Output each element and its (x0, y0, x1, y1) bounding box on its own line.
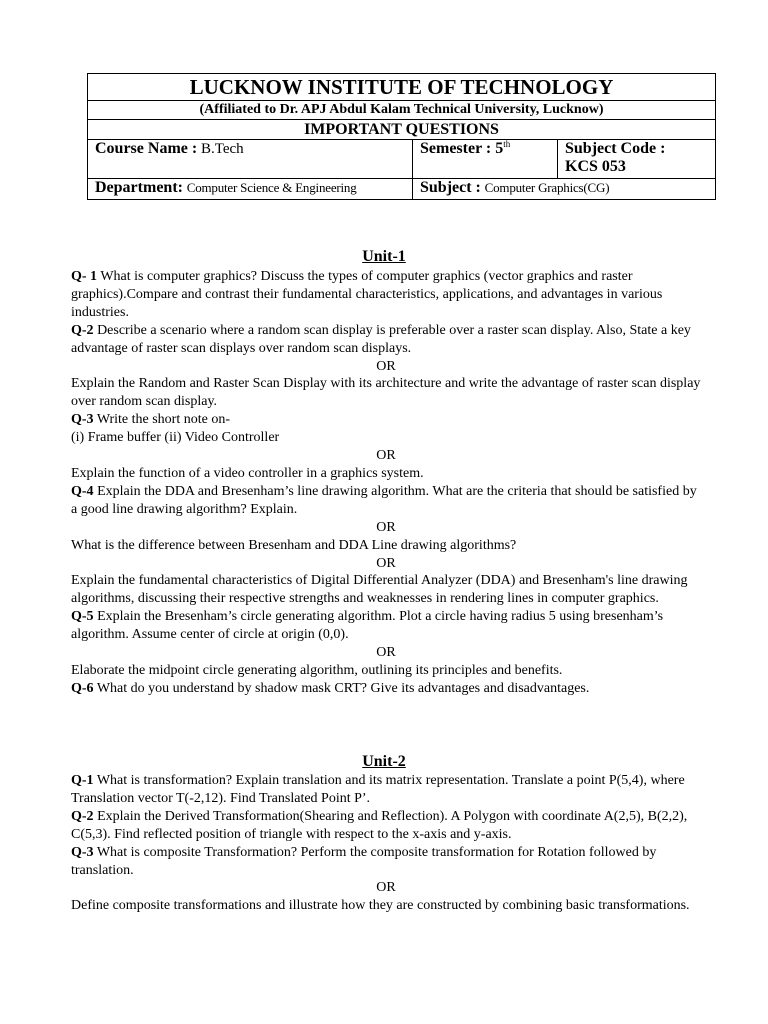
question-number: Q-2 (71, 808, 94, 824)
question-text: What is composite Transformation? Perform the composite transformation for Rotation followed by translation. (71, 844, 657, 878)
institute-name: LUCKNOW INSTITUTE OF TECHNOLOGY (88, 74, 716, 101)
question-alternative: Define composite transformations and illustrate how they are constructed by combining basic transformations. (71, 898, 690, 914)
department-cell (88, 179, 413, 200)
question-text: Explain the Derived Transformation(Shearing and Reflection). A Polygon with coordinate A(2,5), B(2,2), C(5,3). Find reflected position of triangle with respect to the x-axis and y-axis. (71, 808, 688, 842)
unit1-q6 (71, 680, 701, 698)
unit2-q1 (71, 772, 701, 808)
question-number: Q-5 (71, 609, 94, 625)
subject-code-cell (558, 140, 716, 179)
unit1-questions (71, 268, 701, 698)
or-separator: OR (376, 519, 396, 535)
semester-label: Semester : 5 (420, 140, 504, 157)
or-separator: OR (376, 555, 396, 571)
affiliation: (Affiliated to Dr. APJ Abdul Kalam Technical University, Lucknow) (88, 101, 716, 120)
question-alternative: Explain the Random and Raster Scan Display with its architecture and write the advantage of raster scan display over random scan display. (71, 376, 701, 410)
question-text: What do you understand by shadow mask CRT? Give its advantages and disadvantages. (96, 680, 590, 696)
course-label: Course Name : (95, 140, 198, 157)
unit1-heading: Unit-1 (362, 248, 406, 265)
header-table (87, 73, 716, 200)
course-value: B.Tech (200, 141, 244, 157)
question-alternative: What is the difference between Bresenham and DDA Line drawing algorithms? (71, 537, 517, 553)
unit1-q2 (71, 322, 701, 358)
unit2-q3 (71, 844, 701, 880)
or-separator: OR (376, 880, 396, 896)
question-alternative: Elaborate the midpoint circle generating algorithm, outlining its principles and benefits. (71, 662, 563, 678)
or-separator: OR (376, 358, 396, 374)
question-number: Q-3 (71, 844, 94, 860)
subject-label: Subject : (420, 179, 481, 196)
question-text: Explain the DDA and Bresenham’s line drawing algorithm. What are the criteria that should be satisfied by a good line drawing algorithm? Explain. (71, 483, 697, 517)
semester-cell (413, 140, 558, 179)
question-number: Q-3 (71, 412, 94, 428)
department-value: Computer Science & Engineering (186, 180, 357, 195)
question-text: Describe a scenario where a random scan display is preferable over a raster scan display. Also, State a key advantage of raster scan displays over random scan displays. (71, 322, 691, 356)
unit1-q4 (71, 483, 701, 519)
question-alternative: Explain the function of a video controller in a graphics system. (71, 465, 424, 481)
unit2-questions (71, 772, 701, 915)
subject-value: Computer Graphics(CG) (484, 180, 610, 195)
question-number: Q- 1 (71, 269, 98, 284)
semester-suffix: th (503, 139, 511, 149)
question-subitems: (i) Frame buffer (ii) Video Controller (71, 430, 280, 446)
or-separator: OR (376, 645, 396, 661)
question-text: What is transformation? Explain translation and its matrix representation. Translate a point P(5,4), where Translation vector T(-2,12). Find Translated Point P’. (71, 773, 685, 806)
question-number: Q-6 (71, 680, 94, 696)
document-title: IMPORTANT QUESTIONS (88, 120, 716, 140)
unit1-q5 (71, 608, 701, 644)
question-alternative: Explain the fundamental characteristics of Digital Differential Analyzer (DDA) and Bresenham's line drawing algorithms, discussing their respective strengths and weaknesses in rendering lines in computer graphics. (71, 573, 688, 607)
question-text: What is computer graphics? Discuss the types of computer graphics (vector graphics and raster graphics).Compare and contrast their fundamental characteristics, applications, and advantages in various industries. (71, 269, 663, 320)
unit2-q2 (71, 808, 701, 844)
or-separator: OR (376, 448, 396, 464)
question-number: Q-4 (71, 483, 94, 499)
subject-cell (413, 179, 716, 200)
subject-code-value: KCS 053 (565, 158, 626, 175)
unit2-heading: Unit-2 (362, 753, 406, 770)
question-text: Write the short note on- (96, 412, 230, 428)
subject-code-label: Subject Code : (565, 140, 666, 157)
question-number: Q-2 (71, 322, 94, 338)
unit1-q1 (71, 268, 701, 322)
question-number: Q-1 (71, 773, 94, 788)
unit1-q3 (71, 411, 701, 429)
question-text: Explain the Bresenham’s circle generating algorithm. Plot a circle having radius 5 using bresenham’s algorithm. Assume center of circle at origin (0,0). (71, 609, 664, 643)
department-label: Department: (95, 179, 183, 196)
course-cell (88, 140, 413, 179)
